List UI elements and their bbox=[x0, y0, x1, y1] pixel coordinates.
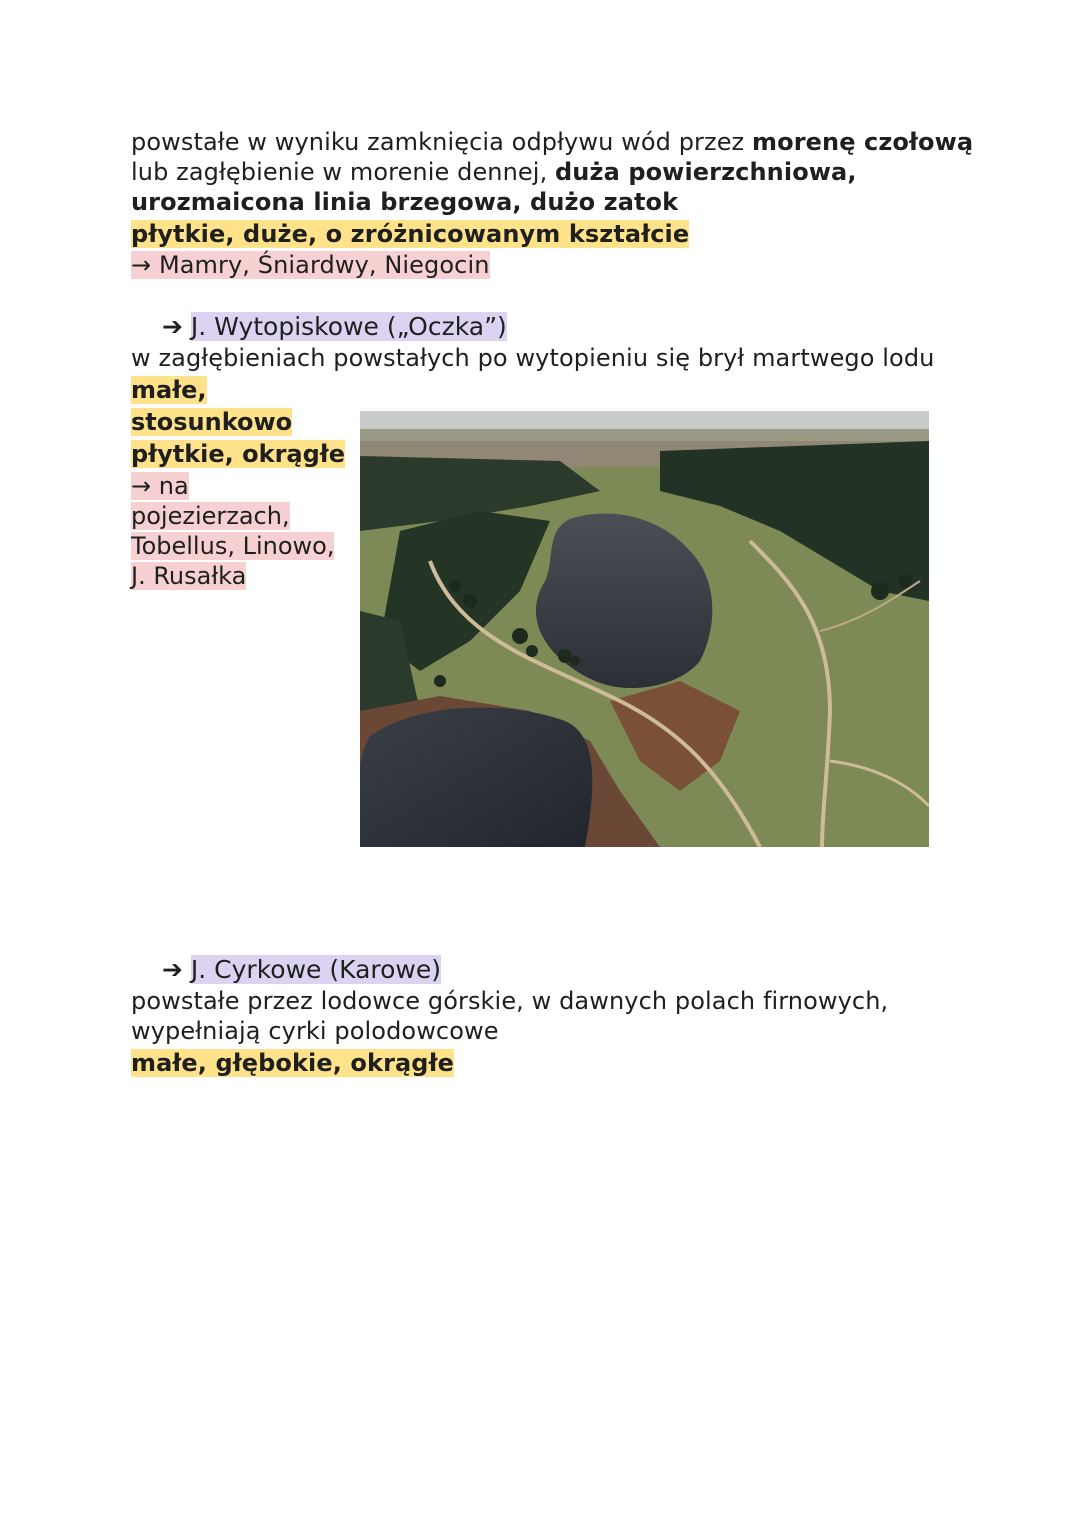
features-line bbox=[131, 407, 292, 438]
features-line bbox=[131, 439, 345, 470]
text-span: lub zagłębienie w morenie dennej, bbox=[131, 158, 556, 186]
pink-highlight: → Mamry, Śniardwy, Niegocin bbox=[131, 251, 490, 279]
section-description: w zagłębieniach powstałych po wytopieniu się brył martwego lodu bbox=[131, 344, 935, 372]
examples-line bbox=[131, 561, 246, 592]
yellow-highlight: płytkie, okrągłe bbox=[131, 440, 345, 468]
section-description: wypełniają cyrki polodowcowe bbox=[131, 1017, 499, 1045]
purple-highlight: J. Wytopiskowe („Oczka”) bbox=[190, 312, 507, 341]
text-line: urozmaicona linia brzegowa, dużo zatok bbox=[131, 188, 679, 216]
examples-line bbox=[131, 471, 189, 502]
features-line bbox=[131, 375, 207, 406]
examples-line bbox=[131, 531, 334, 562]
yellow-highlight: małe, głębokie, okrągłe bbox=[131, 1049, 454, 1077]
examples-line bbox=[131, 501, 290, 532]
text-line bbox=[131, 127, 973, 157]
pink-highlight: pojezierzach, bbox=[131, 502, 290, 530]
text-line bbox=[131, 157, 857, 187]
text-span: powstałe w wyniku zamknięcia odpływu wód przez bbox=[131, 128, 752, 156]
bold-text: morenę czołową bbox=[752, 128, 974, 156]
pink-highlight: → na bbox=[131, 472, 189, 500]
arrow-icon: ➔ bbox=[162, 955, 183, 984]
yellow-highlight: stosunkowo bbox=[131, 408, 293, 436]
lake-aerial-photo bbox=[360, 411, 929, 847]
features-line bbox=[131, 1048, 454, 1078]
pink-highlight: Tobellus, Linowo, bbox=[131, 532, 335, 560]
purple-highlight: J. Cyrkowe (Karowe) bbox=[190, 955, 441, 984]
lake-landscape-illustration bbox=[360, 411, 929, 847]
yellow-highlight: małe, bbox=[131, 376, 207, 404]
bold-text: duża powierzchniowa, bbox=[555, 158, 857, 186]
pink-highlight: J. Rusałka bbox=[131, 562, 247, 590]
section-description: powstałe przez lodowce górskie, w dawnych polach firnowych, bbox=[131, 987, 889, 1015]
section-heading-wytopiskowe bbox=[162, 311, 507, 342]
yellow-highlight: płytkie, duże, o zróżnicowanym kształcie bbox=[131, 220, 690, 248]
section-heading-cyrkowe bbox=[162, 954, 441, 985]
arrow-icon: ➔ bbox=[162, 312, 183, 341]
examples-line bbox=[131, 250, 490, 280]
features-line bbox=[131, 219, 689, 249]
